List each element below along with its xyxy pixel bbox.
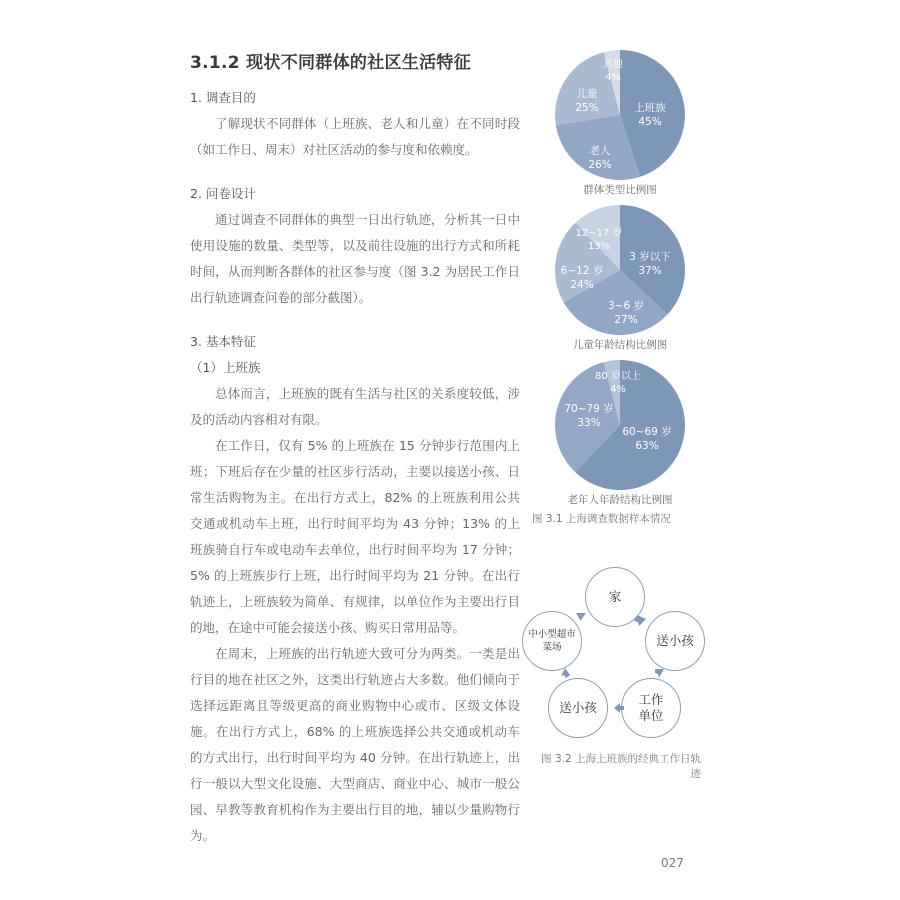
- pie-label: 3 岁以下: [629, 251, 671, 263]
- pie-label: 12~17 岁: [575, 228, 623, 239]
- pie-value: 37%: [638, 265, 662, 277]
- pie-value: 24%: [570, 279, 594, 291]
- pie-value: 13%: [587, 241, 611, 252]
- page-number: 027: [661, 856, 684, 870]
- node-workplace: 工作 单位: [621, 678, 681, 738]
- pie-value: 63%: [635, 440, 659, 452]
- arrow-icon: [561, 668, 570, 678]
- paragraph: 在工作日，仅有 5% 的上班族在 15 分钟步行范围内上班；下班后存在少量的社区步行活动，主要以接送小孩、日常生活购物为主。在出行方式上，82% 的上班族利用公共交通或机动车上班，出行时间平均为 43 分钟；13% 的上班族骑自行车或电动车去单位，出行时间平均为 17 分钟；5% 的上班族步行上班，出行时间平均为 21 分钟。在出行轨迹上，上班族较为简单、有规律，以单位作为主要出行目的地，在途中可能会接送小孩、购买日常用品等。: [190, 438, 520, 635]
- pie-caption: 儿童年龄结构比例图: [572, 339, 668, 351]
- figure-caption-3-2: 图 3.2 上海上班族的经典工作日轨迹: [541, 753, 701, 780]
- section-title: 3.1.2 现状不同群体的社区生活特征: [190, 53, 472, 73]
- pie-label: 80 岁以上: [595, 371, 641, 382]
- arrow-icon: [614, 703, 624, 713]
- pie-label: 老人: [589, 145, 611, 157]
- main-text-column: [190, 40, 520, 849]
- pie-label: 上班族: [634, 102, 666, 114]
- heading-questionnaire-design: 2. 问卷设计: [190, 186, 256, 201]
- pie-value: 33%: [577, 417, 601, 429]
- node-pick-child: 送小孩: [548, 678, 608, 738]
- node-drop-child: 送小孩: [645, 611, 705, 671]
- node-supermarket: 中小型超市 菜场: [522, 611, 582, 671]
- pie-label: 儿童: [576, 88, 598, 100]
- pie-chart-group-types: [550, 50, 690, 180]
- pie-label: 60~69 岁: [622, 426, 672, 438]
- paragraph: 了解现状不同群体（上班族、老人和儿童）在不同时段（如工作日、周末）对社区活动的参与度和依赖度。: [190, 116, 520, 157]
- paragraph: 总体而言，上班族的既有生活与社区的关系度较低，涉及的活动内容相对有限。: [190, 386, 520, 427]
- figure-caption-3-1: 图 3.1 上海调查数据样本情况: [532, 513, 671, 525]
- pie-label: 6~12 岁: [560, 265, 604, 277]
- pie-value: 27%: [614, 314, 638, 326]
- pie-value: 45%: [638, 116, 662, 128]
- pie-caption: 群体类型比例图: [583, 184, 657, 196]
- pie-value: 4%: [605, 72, 621, 83]
- node-home: 家: [585, 567, 645, 627]
- arrow-icon: [634, 615, 646, 626]
- pie-chart-elderly-age: [550, 360, 690, 490]
- pie-label: 3~6 岁: [608, 300, 644, 312]
- pie-value: 25%: [575, 102, 599, 114]
- arrow-icon: [655, 669, 664, 678]
- pie-caption: 老年人年龄结构比例图: [567, 494, 673, 506]
- arrow-icon: [576, 613, 586, 620]
- pie-value: 4%: [610, 384, 626, 395]
- subheading-office-workers: （1）上班族: [190, 360, 261, 375]
- paragraph: 在周末，上班族的出行轨迹大致可分为两类。一类是出行目的地在社区之外，这类出行轨迹占大多数。他们倾向于选择远距离且等级更高的商业购物中心或市、区级文体设施。在出行方式上，68% 的上班族选择公共交通或机动车的方式出行，出行时间平均为 40 分钟。在出行轨迹上，出行一般以大型文化设施、大型商店、商业中心、城市一般公园、早教等教育机构作为主要出行目的地，辅以少量购物行为。: [190, 646, 520, 843]
- paragraph: 通过调查不同群体的典型一日出行轨迹，分析其一日中使用设施的数量、类型等，以及前往设施的出行方式和所耗时间，从而判断各群体的社区参与度（图 3.2 为居民工作日出行轨迹调查问卷的部分截图）。: [190, 212, 520, 305]
- pie-label: 70~79 岁: [564, 403, 614, 415]
- heading-basic-features: 3. 基本特征: [190, 334, 256, 349]
- pie-value: 26%: [588, 159, 612, 171]
- commute-cycle-diagram: [528, 563, 708, 738]
- pie-chart-children-age: [550, 205, 690, 335]
- pie-label: 其他: [603, 59, 623, 70]
- heading-survey-purpose: 1. 调查目的: [190, 90, 256, 105]
- cycle-arrows: [528, 563, 708, 738]
- figure-3-1: [530, 50, 710, 526]
